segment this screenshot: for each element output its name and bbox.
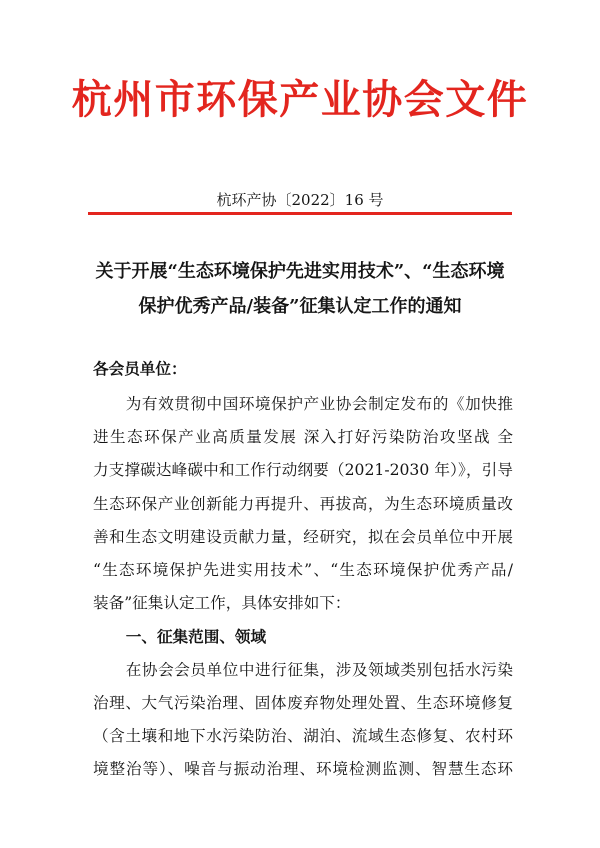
intro-paragraph-line: 装备”征集认定工作，具体安排如下：	[93, 594, 351, 613]
section-paragraph-line: （含土壤和地下水污染防治、湖泊、流域生态修复、农村环	[93, 727, 513, 746]
intro-paragraph-line: 善和生态文明建设贡献力量，经研究，拟在会员单位中开展	[93, 527, 513, 546]
section-heading: 一、征集范围、领域	[125, 627, 267, 647]
org-header-title: 杭州市环保产业协会文件	[71, 76, 529, 123]
red-divider-line	[88, 212, 512, 215]
salutation: 各会员单位：	[93, 359, 187, 378]
intro-paragraph-line: 为有效贯彻中国环境保护产业协会制定发布的《加快推	[125, 395, 513, 413]
document-number: 杭环产协〔2022〕16 号	[216, 191, 384, 209]
notice-title	[80, 254, 520, 324]
section-paragraph-line: 治理、大气污染治理、固体废弃物处理处置、生态环境修复	[93, 693, 513, 712]
section-paragraph-line: 境整治等）、噪音与振动治理、环境检测监测、智慧生态环	[93, 760, 513, 779]
section-paragraph-line: 在协会会员单位中进行征集，涉及领域类别包括水污染	[125, 660, 513, 679]
intro-paragraph-line: 进生态环保产业高质量发展 深入打好污染防治攻坚战 全	[93, 428, 513, 447]
intro-paragraph-line: 生态环保产业创新能力再提升、再拔高，为生态环境质量改	[93, 494, 513, 513]
intro-paragraph-line: “生态环境保护先进实用技术”、“生态环境保护优秀产品/	[93, 561, 513, 580]
notice-title-line: 保护优秀产品/装备”征集认定工作的通知	[138, 296, 462, 317]
body-text	[93, 388, 513, 786]
notice-title-line: 关于开展“生态环境保护先进实用技术”、“生态环境	[95, 261, 505, 282]
intro-paragraph-line: 力支撑碳达峰碳中和工作行动纲要（2021-2030 年）》，引导	[93, 461, 513, 480]
